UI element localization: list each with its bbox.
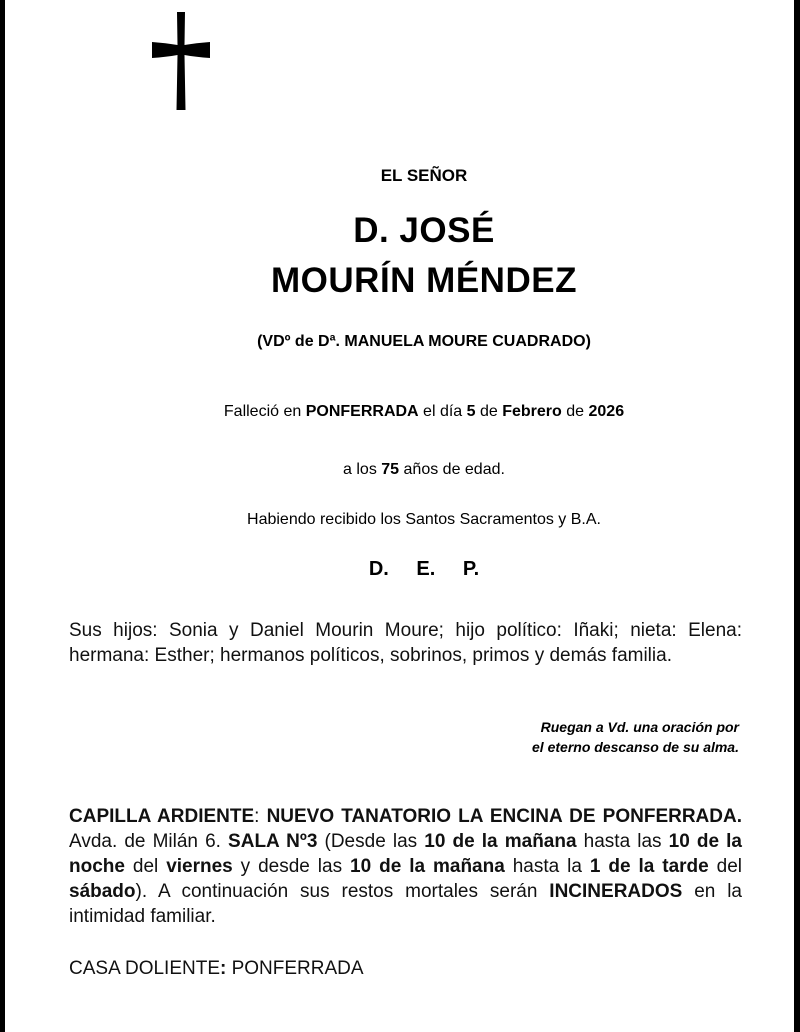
- text-run: ). A continuación sus restos mortales serán: [135, 881, 550, 902]
- text-run: 2026: [588, 403, 625, 420]
- text-run: sábado: [69, 881, 136, 902]
- text-run: (Desde las: [317, 831, 425, 852]
- prayer-line-1: Ruegan a Vd. una oración por: [540, 719, 739, 735]
- text-run: de: [475, 403, 503, 420]
- text-run: a los: [343, 461, 382, 478]
- text-run: 10 de la noche: [69, 831, 743, 877]
- text-run: el día: [418, 403, 467, 420]
- text-run: y desde las: [232, 856, 351, 877]
- text-run: hasta las: [576, 831, 669, 852]
- text-run: hasta la: [504, 856, 590, 877]
- capilla-paragraph: [69, 804, 742, 929]
- deceased-name-line1: D. JOSÉ: [353, 211, 495, 250]
- text-run: :: [254, 806, 267, 827]
- text-run: en la intimidad familiar.: [69, 881, 743, 927]
- death-line: [0, 403, 800, 421]
- casa-doliente: [69, 957, 742, 982]
- title-prefix: EL SEÑOR: [380, 166, 468, 185]
- text-run: Febrero: [502, 403, 562, 420]
- text-run: 75: [381, 461, 400, 478]
- text-run: PONFERRADA: [231, 958, 364, 979]
- text-run: 1 de la tarde: [589, 856, 709, 877]
- deceased-name-line2: MOURÍN MÉNDEZ: [271, 261, 577, 300]
- text-run: INCINERADOS: [549, 881, 683, 902]
- text-run: 5: [466, 403, 476, 420]
- text-run: de: [561, 403, 589, 420]
- text-run: Falleció en: [223, 403, 306, 420]
- text-run: años de edad.: [399, 461, 505, 478]
- prayer-request: [532, 717, 739, 757]
- dep-line: D. E. P.: [368, 558, 480, 580]
- text-run: 10 de la mañana: [424, 831, 577, 852]
- text-run: Avda. de Milán 6.: [69, 831, 229, 852]
- sacraments-line: Habiendo recibido los Santos Sacramentos y B.A.: [247, 511, 601, 528]
- age-line: [0, 461, 800, 479]
- latin-cross-icon: [152, 12, 210, 110]
- text-run: viernes: [166, 856, 233, 877]
- text-run: SALA Nº3: [228, 831, 318, 852]
- text-run: :: [220, 958, 232, 979]
- text-run: PONFERRADA: [305, 403, 419, 420]
- text-run: NUEVO TANATORIO LA ENCINA DE PONFERRADA.: [266, 806, 742, 827]
- family-paragraph: Sus hijos: Sonia y Daniel Mourin Moure; hijo político: Iñaki; nieta: Elena: hermana: Esther; hermanos políticos, sobrinos, primos y demás familia.: [69, 620, 742, 666]
- prayer-line-2: el eterno descanso de su alma.: [532, 739, 739, 755]
- text-run: CAPILLA ARDIENTE: [69, 806, 255, 827]
- text-run: CASA DOLIENTE: [69, 958, 220, 979]
- spouse-note: (VDº de Dª. MANUELA MOURE CUADRADO): [257, 333, 591, 350]
- text-run: 10 de la mañana: [350, 856, 505, 877]
- text-run: del: [124, 856, 167, 877]
- text-run: del: [708, 856, 743, 877]
